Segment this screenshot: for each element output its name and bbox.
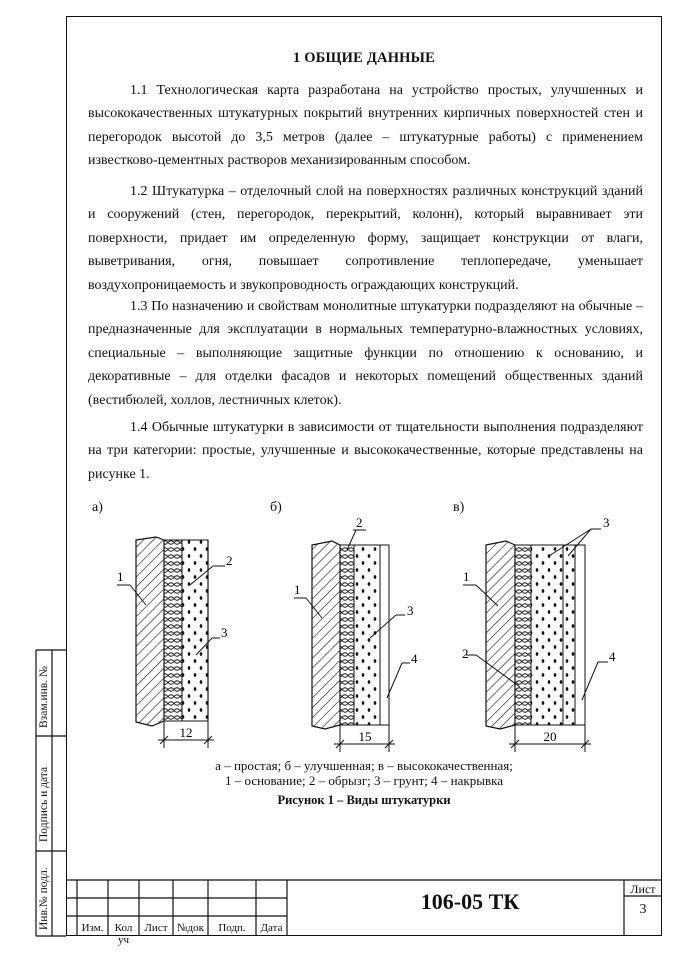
stamp-col-docnum: №док — [177, 922, 204, 934]
callout: 1 — [463, 569, 470, 584]
replace-inv-label: Взам.инв. № — [38, 666, 50, 728]
sheet-number: 3 — [639, 902, 647, 917]
stamp-col-date: Дата — [260, 922, 283, 934]
callout: 2 — [462, 646, 469, 661]
figure-title: Рисунок 1 – Виды штукатурки — [277, 793, 451, 807]
callout: 1 — [294, 582, 301, 597]
paragraph-1-4: 1.4 Обычные штукатурки в зависимости от тщательности выполнения подразделяют на три категории: простые, улучшенные и высококачественные, которые представлены на рисунке 1. — [88, 420, 643, 482]
callout: 4 — [609, 649, 616, 664]
callout: 3 — [407, 603, 414, 618]
callout: 2 — [356, 515, 363, 530]
document-code: 106-05 ТК — [420, 889, 520, 914]
stamp-col-signature: Подп. — [218, 922, 246, 934]
paragraph-1-3: 1.3 По назначению и свойствам монолитные штукатурки подразделяют на обычные – предназначенные для эксплуатации в нормальных температурно-влажностных условиях, специальные – выполняющие защитные функции по отношению к основанию, и декоративные – для отделки фасадов и некоторых помещений общественных зданий (вестибюлей, холлов, лестничных клеток). — [88, 299, 643, 408]
paragraph-1-1: 1.1 Технологическая карта разработана на устройство простых, улучшенных и высококачественных штукатурных покрытий внутренних кирпичных поверхностей стен и перегородок высотой до 3,5 метров (далее – штукатурные работы) с применением известково-цементных растворов механизированным способом. — [88, 83, 643, 169]
paragraph-1-2: 1.2 Штукатурка – отделочный слой на поверхностях различных конструкций зданий и сооружений (стен, перегородок, перекрытий, колонн), который выравнивает эти поверхности, придает им определенную форму, защищает конструкции от влаги, выветривания, огня, повышает сопротивление теплопередаче, уменьшает воздухопроницаемость и звукопроводность ограждающих конструкций. — [88, 184, 643, 293]
legend-line-1: а – простая; б – улучшенная; в – высококачественная; — [215, 758, 513, 773]
signature-date-label: Подпись и дата — [38, 766, 50, 842]
panel-b-letter: б) — [270, 500, 282, 515]
panel-a-letter: а) — [92, 500, 103, 515]
sheet-label: Лист — [630, 882, 656, 896]
inv-original-label: Инв.№ подл. — [38, 867, 50, 930]
stamp-col-count: Кол уч — [114, 922, 133, 946]
callout: 3 — [603, 515, 610, 530]
dimension-label: 20 — [543, 729, 557, 744]
callout: 4 — [411, 651, 418, 666]
callout: 2 — [226, 553, 233, 568]
legend-line-2: 1 – основание; 2 – обрызг; 3 – грунт; 4 – накрывка — [225, 773, 503, 788]
callout: 3 — [221, 625, 228, 640]
stamp-col-change: Изм. — [81, 922, 104, 934]
stamp-col-sheet: Лист — [144, 922, 168, 934]
section-heading: 1 ОБЩИЕ ДАННЫЕ — [293, 50, 435, 66]
dimension-label: 15 — [358, 729, 372, 744]
dimension-label: 12 — [179, 725, 193, 740]
panel-c-letter: в) — [453, 500, 465, 515]
callout: 1 — [117, 569, 124, 584]
